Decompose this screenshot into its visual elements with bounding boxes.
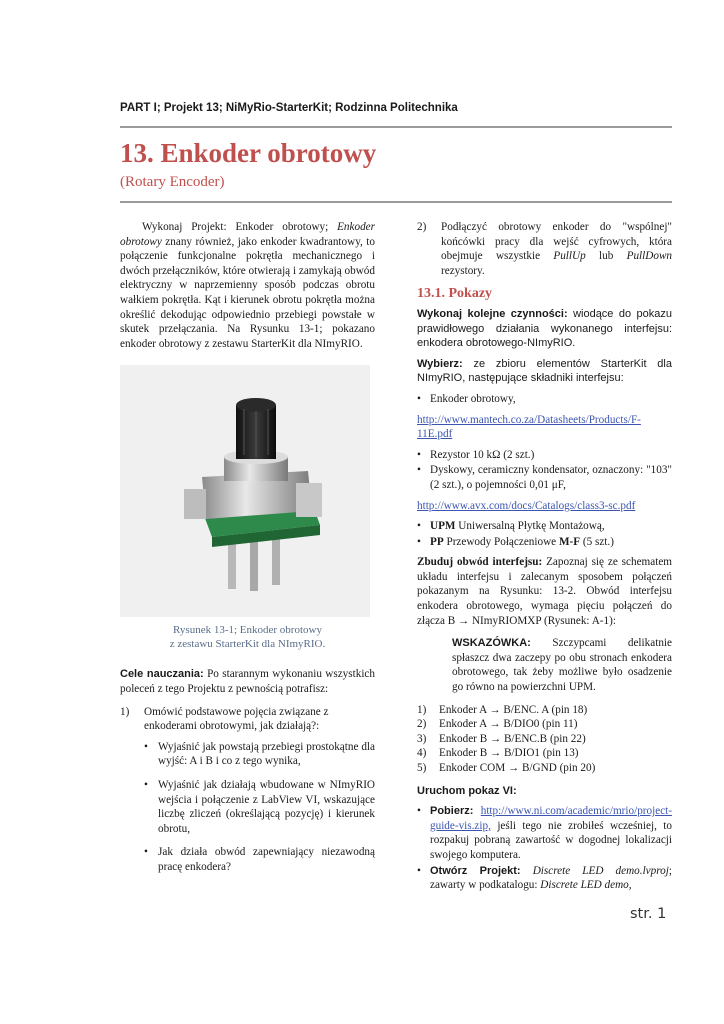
left-column [120,220,375,883]
goal-bullets [120,740,375,875]
right-column [417,220,672,894]
hint-paragraph: WSKAZÓWKA: Szczypcami delikatnie spłaszcz dwa zaczepy po obu stronach enkodera obrotowego, tak żeby możliwe było osadzenie go równo na powierzchni UPM. [452,637,672,694]
download-link[interactable]: http://www.ni.com/academic/mrio/project-guide-vis.zip, [430,805,672,832]
run-steps-list [417,804,672,893]
list-item: • Otwórz Projekt: Discrete LED demo.lvproj; zawarty w podkatalogu: Discrete LED demo, [417,864,672,893]
running-header: PART I; Projekt 13; NiMyRio-StarterKit; Rodzinna Politechnika [120,102,458,114]
components-list-3 [417,519,672,549]
list-item: • Enkoder obrotowy, [417,392,672,407]
title-rule [120,201,672,203]
list-item: 2) Enkoder A → B/DIO0 (pin 11) [417,718,578,731]
datasheet-link-capacitor[interactable]: http://www.avx.com/docs/Catalogs/class3-sc.pdf [417,499,636,512]
page-title: 13. Enkoder obrotowy [120,138,377,168]
datasheet-link-encoder[interactable]: http://www.mantech.co.za/Datasheets/Products/F-11E.pdf [417,413,641,441]
section-heading: 13.1. Pokazy [417,286,493,302]
list-item: • UPM Uniwersalną Płytkę Montażową, [417,519,672,534]
list-item: • Pobierz: http://www.ni.com/academic/mrio/project-guide-vis.zip, jeśli tego nie zrobiłeś wcześniej, to rozpakuj pobraną zawartość w dogodnej lokalizacji swojego komputera. [417,804,672,862]
list-item: • Jak działa obwód zapewniający niezawodną pracę enkodera? [144,845,375,874]
list-item: • Wyjaśnić jak powstają przebiegi prostokątne dla wyjść: A i B i co z tego wynika, [144,740,375,769]
run-demo-heading: Uruchom pokaz VI: [417,784,517,797]
page-subtitle: (Rotary Encoder) [120,174,225,190]
rotary-encoder-photo [120,365,370,617]
rotary-encoder-illustration [120,365,370,617]
list-item: 4) Enkoder B → B/DIO1 (pin 13) [417,747,579,760]
figure-caption: Rysunek 13-1; Enkoder obrotowy z zestawu StarterKit dla NImyRIO. [169,624,326,651]
components-list-1 [417,392,672,407]
header-rule [120,126,672,128]
do-steps-paragraph: Wykonaj kolejne czynności: wiodące do pokazu prawidłowego działania wykonanego interfejsu: enkodera obrotowego-NImyRIO. [417,307,672,350]
list-item: 1) Enkoder A → B/ENC. A (pin 18) [417,703,588,716]
list-item: • Rezystor 10 kΩ (2 szt.) [417,448,672,463]
list-item: • Dyskowy, ceramiczny kondensator, oznaczony: "103" (2 szt.), o pojemności 0,01 μF, [417,463,672,492]
choose-paragraph: Wybierz: ze zbioru elementów StarterKit dla NImyRIO, następujące składniki interfejsu: [417,357,672,385]
build-paragraph: Zbuduj obwód interfejsu: Zapoznaj się ze schematem układu interfejsu i zalecanym sposobem połączeń pokazanym na Rysunku: 13-2. Obwód interfejsu enkodera obrotowego, wymaga pięciu połączeń do złącza B → NImyRIOMXP (Rysunek: A-1): [417,556,672,627]
list-item: • PP Przewody Połączeniowe M-F (5 szt.) [417,535,672,550]
learning-goals: Cele nauczania: Po starannym wykonaniu wszystkich poleceń z tego Projektu z pewnością potrafisz: [120,668,375,695]
list-item: 3) Enkoder B → B/ENC.B (pin 22) [417,732,586,745]
list-item: • Wyjaśnić jak działają wbudowane w NImyRIO wejścia i połączenie z LabView VI, wskazujące liczbę zliczeń (określającą pozycję) i kierunek obrotu, [144,778,375,836]
page-number: str. 1 [630,906,667,922]
goal-item-2: 2) Podłączyć obrotowy enkoder do "wspólnej" końcówki pracy dla wejść cyfrowych, która obejmuje wszystkie PullUp lub PullDown rezystory. [417,221,672,277]
intro-paragraph: Wykonaj Projekt: Enkoder obrotowy; Enkoder obrotowy znany również, jako enkoder kwadrantowy, to połączenie funkcjonalne pokrętła mechanicznego i dwóch przełączników, które otwierają i zamykają obwód elektryczny w naprzemienny sposób podczas obrotu wałkiem pokrętła. Kąt i kierunek obrotu pokrętła można określić dekodując odpowiednio przebiegi powstałe w skutek przełączania. Na Rysunku 13-1; pokazano enkoder obrotowy z zestawu StarterKit dla NImyRIO. [120,221,375,350]
connection-list [417,703,672,776]
components-list-2 [417,448,672,493]
list-item: 5) Enkoder COM → B/GND (pin 20) [417,762,596,774]
goal-item-1: 1) Omówić podstawowe pojęcia związane z enkoderami obrotowymi, jak działają?: [120,705,329,733]
